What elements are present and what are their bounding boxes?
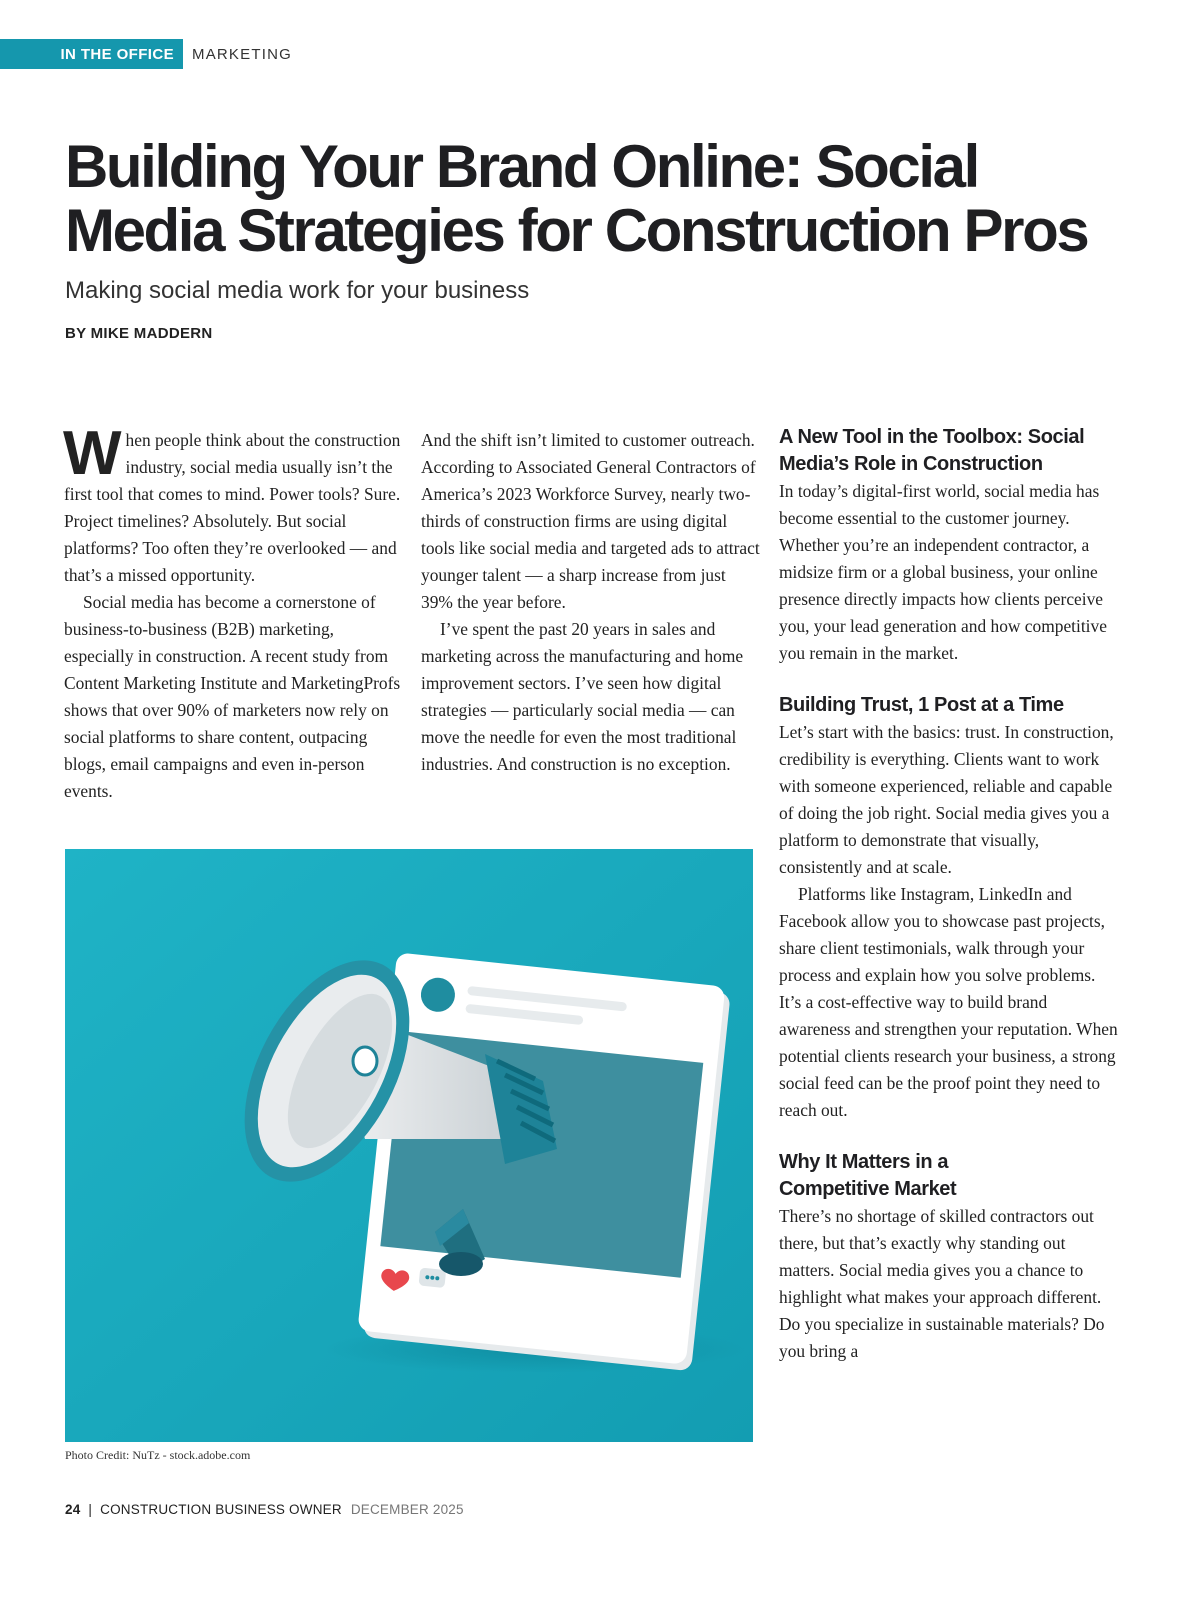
issue-date: DECEMBER 2025 (350, 1502, 464, 1517)
section-tag (0, 39, 292, 69)
footer-separator: | (88, 1502, 93, 1517)
heading-line-2: Competitive Market (779, 1178, 957, 1200)
page-number: 24 (65, 1502, 81, 1517)
title-line-1: Building Your Brand Online: Social (65, 133, 978, 200)
paragraph: In today’s digital-first world, social media has become essential to the customer journey. Whether you’re an independent contractor, a midsize firm or a global business, your online presence directly impacts how clients perceive you, your lead generation and how competitive you remain in the market. (779, 481, 1107, 663)
body-column-2 (421, 427, 761, 778)
title-line-2: Media Strategies for Construction Pros (65, 197, 1088, 264)
heading-line-1: Why It Matters in a (779, 1151, 949, 1173)
section-heading: Building Trust, 1 Post at a Time (779, 694, 1064, 716)
page-footer (65, 1502, 464, 1517)
category-label: MARKETING (192, 45, 292, 63)
body-column-1 (63, 419, 404, 805)
publication-name: CONSTRUCTION BUSINESS OWNER (100, 1502, 342, 1517)
social-post-card (357, 952, 732, 1371)
section-label: IN THE OFFICE (0, 39, 183, 69)
section-heading: A New Tool in the Toolbox: Social Media’s Role in Construction (779, 426, 1085, 475)
paragraph: I’ve spent the past 20 years in sales and marketing across the manufacturing and home improvement sectors. I’ve seen how digital strategies — particularly social media — can move the needle for even the most traditional industries. And construction is no exception. (421, 619, 744, 774)
body-column-3 (779, 424, 1119, 1365)
article-title (65, 135, 1165, 263)
paragraph: Social media has become a cornerstone of business-to-business (B2B) marketing, especially in construction. A recent study from Content Marketing Institute and MarketingProfs shows that over 90% of marketers now rely on social platforms to share content, outpacing blogs, email campaigns and even in-person events. (64, 592, 401, 801)
megaphone-illustration (65, 849, 753, 1442)
paragraph: Let’s start with the basics: trust. In construction, credibility is everything. Clients want to work with someone experienced, reliable and capable of doing the job right. Social media gives you a platform to demonstrate that visually, consistently and at scale. (779, 722, 1114, 877)
paragraph-intro (63, 419, 404, 589)
paragraph-intro-text: hen people think about the construction industry, social media usually isn’t the first tool that comes to mind. Power tools? Sure. Project timelines? Absolutely. But social platforms? Too often they’re overlooked — and that’s a missed opportunity. (64, 430, 401, 585)
photo-credit: Photo Credit: NuTz - stock.adobe.com (65, 1448, 251, 1462)
byline: BY MIKE MADDERN (65, 325, 213, 342)
section-heading (779, 1149, 1119, 1203)
drop-cap: W (63, 419, 122, 488)
article-subtitle: Making social media work for your business (65, 277, 530, 304)
megaphone-photo-svg (65, 849, 753, 1442)
paragraph: There’s no shortage of skilled contractors out there, but that’s exactly why standing out matters. Social media gives you a chance to highlight what makes your approach different. Do you specialize in sustainable materials? Do you bring a (779, 1206, 1105, 1361)
paragraph: And the shift isn’t limited to customer outreach. According to Associated General Contractors of America’s 2023 Workforce Survey, nearly two-thirds of construction firms are using digital tools like social media and targeted ads to attract younger talent — a sharp increase from just 39% the year before. (421, 430, 760, 612)
paragraph: Platforms like Instagram, LinkedIn and Facebook allow you to showcase past projects, share client testimonials, walk through your process and explain how you solve problems. It’s a cost-effective way to build brand awareness and strengthen your reputation. When potential clients research your business, a strong social feed can be the proof point they need to reach out. (779, 884, 1118, 1120)
